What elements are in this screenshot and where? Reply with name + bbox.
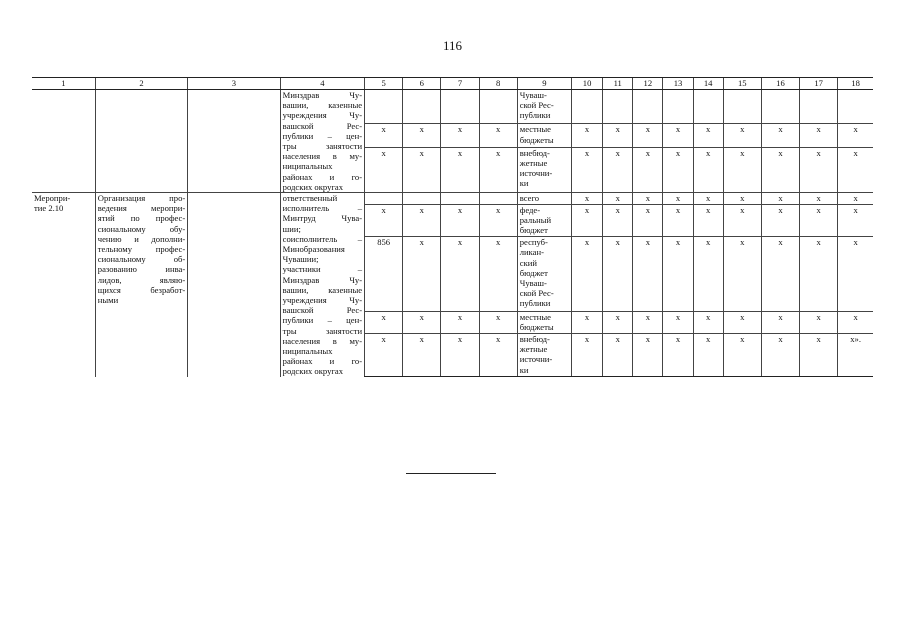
column-number-13: 13: [663, 78, 693, 90]
value-cell: x: [403, 237, 441, 312]
value-cell: x: [663, 334, 693, 377]
cell-text-line: Минтруд Чува-: [282, 213, 363, 224]
value-cell: x: [800, 124, 838, 147]
column-number-16: 16: [761, 78, 799, 90]
measure-number-cell: [32, 193, 95, 377]
value-cell: x: [572, 334, 603, 377]
cell-text-line: ки: [519, 178, 529, 189]
cell-text-line: районах и го-: [282, 171, 363, 182]
value-cell: [403, 193, 441, 205]
cell-text-line: Чувашии;: [282, 254, 319, 265]
value-cell: 856: [365, 237, 403, 312]
value-cell: x: [693, 311, 723, 333]
value-cell: x: [761, 204, 799, 237]
value-cell: x: [603, 237, 633, 312]
cell-text-line: Чуваш-: [519, 278, 547, 288]
cell-text-line: бюджеты: [519, 322, 554, 333]
cell-text-line: ятий по профес-: [97, 213, 186, 224]
value-cell: x: [663, 147, 693, 192]
cell-text-line: вашской Рес-: [282, 120, 363, 131]
cell-text-line: ской Рес-: [519, 288, 554, 299]
value-cell: x: [403, 147, 441, 192]
value-cell: x: [441, 204, 479, 237]
cell-text-line: бюджет: [519, 224, 548, 235]
footnote-separator-line: [406, 473, 496, 474]
value-cell: x: [365, 124, 403, 147]
cell-text-line: районах и го-: [282, 356, 363, 367]
budget-table: [32, 77, 873, 377]
value-cell: x: [800, 334, 838, 377]
value-cell: x: [723, 311, 761, 333]
value-cell: x: [603, 147, 633, 192]
value-cell: [723, 90, 761, 124]
column-number-6: 6: [403, 78, 441, 90]
value-cell: x: [633, 334, 663, 377]
cell-text-line: Чуваш-: [519, 90, 547, 100]
value-cell: x: [663, 311, 693, 333]
value-cell: x: [693, 334, 723, 377]
value-cell: x: [693, 204, 723, 237]
cell-text-line: ральный: [519, 214, 552, 225]
value-cell: x: [403, 311, 441, 333]
value-cell: x: [838, 124, 873, 147]
value-cell: x: [633, 147, 663, 192]
value-cell: x: [723, 204, 761, 237]
value-cell: x: [663, 237, 693, 312]
value-cell: [441, 193, 479, 205]
value-cell: x: [572, 193, 603, 205]
value-cell: x: [633, 204, 663, 237]
cell-text-line: вашии, казенные: [282, 284, 363, 295]
column-3-cell-empty: [188, 90, 280, 193]
value-cell: x: [572, 147, 603, 192]
cell-text-line: ликан-: [519, 247, 544, 258]
column-number-1: 1: [32, 78, 95, 90]
column-number-9: 9: [517, 78, 571, 90]
cell-text-line: источни-: [519, 354, 553, 365]
cell-text-line: источни-: [519, 168, 553, 178]
value-cell: x: [365, 204, 403, 237]
value-cell-empty: [365, 90, 403, 124]
value-cell: x: [572, 311, 603, 333]
cell-text-line: феде-: [519, 204, 541, 215]
value-cell: x: [761, 124, 799, 147]
value-cell: x: [693, 124, 723, 147]
cell-text-line: населения в му-: [282, 335, 363, 346]
cell-text-line: сиональному обу-: [97, 223, 186, 234]
column-number-17: 17: [800, 78, 838, 90]
value-cell: x: [761, 237, 799, 312]
cell-text-line: бюджет: [519, 267, 548, 278]
funding-source-cell: [517, 90, 571, 124]
cell-text-line: респуб-: [519, 237, 548, 248]
cell-text-line: родских округах: [282, 181, 344, 192]
funding-source-cell: [517, 193, 571, 205]
column-number-7: 7: [441, 78, 479, 90]
value-cell: x: [723, 147, 761, 192]
cell-text-line: лидов, являю-: [97, 274, 186, 285]
value-cell: [800, 90, 838, 124]
value-cell: x: [693, 193, 723, 205]
column-number-18: 18: [838, 78, 873, 90]
value-cell: [663, 90, 693, 124]
value-cell: x: [723, 193, 761, 205]
value-cell: x: [838, 204, 873, 237]
value-cell: x: [603, 193, 633, 205]
value-cell: x: [800, 204, 838, 237]
cell-text-line: исполнитель –: [282, 203, 363, 214]
value-cell: x: [838, 237, 873, 312]
cell-text-line: внебюд-: [519, 147, 550, 158]
column-number-4: 4: [280, 78, 364, 90]
funding-source-cell: [517, 124, 571, 147]
cell-text-line: Меропри-: [34, 193, 71, 204]
value-cell: x: [365, 334, 403, 377]
value-cell: x: [693, 237, 723, 312]
value-cell: x: [723, 124, 761, 147]
value-cell: x: [693, 147, 723, 192]
value-cell: x: [603, 204, 633, 237]
value-cell: x: [723, 237, 761, 312]
value-cell: x: [403, 334, 441, 377]
value-cell-empty: [403, 90, 441, 124]
value-cell: x: [633, 124, 663, 147]
value-cell: x: [403, 204, 441, 237]
executors-cell: [280, 90, 364, 193]
cell-text-line: тры занятости: [282, 141, 363, 152]
value-cell: [761, 90, 799, 124]
cell-text-line: Минздрав Чу-: [282, 90, 363, 100]
value-cell: x: [441, 311, 479, 333]
cell-text-line: разованию инва-: [97, 264, 186, 275]
value-cell: x: [838, 311, 873, 333]
value-cell: x: [838, 193, 873, 205]
cell-text-line: вашской Рес-: [282, 305, 363, 316]
value-cell: [838, 90, 873, 124]
cell-text-line: ской Рес-: [519, 100, 554, 111]
value-cell: x: [838, 147, 873, 192]
value-cell: x: [365, 147, 403, 192]
cell-text-line: соисполнитель –: [282, 233, 363, 244]
funding-source-cell: [517, 334, 571, 377]
column-number-15: 15: [723, 78, 761, 90]
page-number: 116: [442, 38, 463, 53]
funding-source-cell: [517, 147, 571, 192]
cell-text-line: учреждения Чу-: [282, 295, 363, 306]
measure-cell-empty: [32, 90, 95, 193]
cell-text-line: чению и дополни-: [97, 233, 186, 244]
column-3-cell-empty: [188, 193, 280, 377]
column-number-header-row: [32, 78, 873, 90]
measure-description-cell: [95, 193, 187, 377]
cell-text-line: сиональному об-: [97, 254, 186, 265]
value-cell: x: [663, 193, 693, 205]
cell-text-line: публики: [519, 298, 551, 309]
table-row: [32, 90, 873, 124]
cell-text-line: бюджеты: [519, 134, 554, 145]
cell-text-line: тие 2.10: [34, 203, 64, 214]
value-cell: x: [603, 124, 633, 147]
value-cell: x: [603, 334, 633, 377]
value-cell: [479, 193, 517, 205]
value-cell-empty: [441, 90, 479, 124]
cell-text-line: вашии, казенные: [282, 100, 363, 111]
value-cell: x: [761, 334, 799, 377]
cell-text-line: публики – цен-: [282, 315, 363, 326]
value-cell: x: [633, 311, 663, 333]
value-cell: x: [633, 237, 663, 312]
value-cell-empty: [479, 90, 517, 124]
value-cell: x: [365, 311, 403, 333]
funding-source-cell: [517, 204, 571, 237]
cell-text-line: ниципальных: [282, 346, 333, 357]
value-cell: x: [572, 237, 603, 312]
cell-text-line: Организация про-: [97, 193, 186, 204]
cell-text-line: тельному профес-: [97, 244, 186, 255]
value-cell: x: [479, 147, 517, 192]
column-number-14: 14: [693, 78, 723, 90]
table-row: [32, 193, 873, 205]
value-cell: x: [479, 204, 517, 237]
value-cell: x: [441, 147, 479, 192]
cell-text-line: шии;: [282, 223, 301, 234]
value-cell: x: [441, 334, 479, 377]
funding-source-cell: [517, 237, 571, 312]
funding-source-cell: [517, 311, 571, 333]
value-cell: x: [800, 193, 838, 205]
column-number-3: 3: [188, 78, 280, 90]
value-cell: x: [441, 124, 479, 147]
executors-cell: [280, 193, 364, 377]
value-cell: x: [761, 193, 799, 205]
value-cell: x».: [838, 334, 873, 377]
value-cell: x: [723, 334, 761, 377]
cell-text-line: публики – цен-: [282, 130, 363, 141]
cell-text-line: жетные: [519, 344, 548, 355]
value-cell: [572, 90, 603, 124]
column-number-8: 8: [479, 78, 517, 90]
column-number-12: 12: [633, 78, 663, 90]
value-cell: [693, 90, 723, 124]
value-cell: x: [603, 311, 633, 333]
cell-text-line: ными: [97, 295, 119, 306]
value-cell: x: [761, 147, 799, 192]
value-cell: x: [572, 204, 603, 237]
cell-text-line: ский: [519, 257, 537, 268]
value-cell: [603, 90, 633, 124]
value-cell: x: [479, 334, 517, 377]
cell-text-line: местные: [519, 311, 551, 322]
value-cell: x: [800, 311, 838, 333]
cell-text-line: ниципальных: [282, 161, 333, 172]
cell-text-line: ки: [519, 364, 529, 375]
cell-text-line: местные: [519, 124, 551, 135]
cell-text-line: Минздрав Чу-: [282, 274, 363, 285]
column-number-2: 2: [95, 78, 187, 90]
column-number-11: 11: [603, 78, 633, 90]
value-cell: [633, 90, 663, 124]
value-cell: x: [479, 311, 517, 333]
value-cell: x: [479, 124, 517, 147]
cell-text-line: публики: [519, 110, 551, 121]
cell-text-line: всего: [519, 193, 540, 204]
cell-text-line: тры занятости: [282, 325, 363, 336]
value-cell: x: [800, 237, 838, 312]
cell-text-line: Минобразования: [282, 244, 345, 255]
value-cell: x: [800, 147, 838, 192]
cell-text-line: внебюд-: [519, 334, 550, 344]
description-cell-empty: [95, 90, 187, 193]
value-cell: x: [663, 124, 693, 147]
value-cell: x: [633, 193, 663, 205]
value-cell: [365, 193, 403, 205]
cell-text-line: участники –: [282, 264, 363, 275]
cell-text-line: населения в му-: [282, 151, 363, 162]
cell-text-line: ответственный: [282, 193, 338, 204]
column-number-5: 5: [365, 78, 403, 90]
column-number-10: 10: [572, 78, 603, 90]
cell-text-line: жетные: [519, 157, 548, 168]
cell-text-line: учреждения Чу-: [282, 110, 363, 121]
value-cell: x: [663, 204, 693, 237]
value-cell: x: [441, 237, 479, 312]
cell-text-line: щихся безработ-: [97, 284, 186, 295]
value-cell: x: [479, 237, 517, 312]
cell-text-line: ведения меропри-: [97, 203, 186, 214]
cell-text-line: родских округах: [282, 366, 344, 377]
value-cell: x: [761, 311, 799, 333]
value-cell: x: [572, 124, 603, 147]
value-cell: x: [403, 124, 441, 147]
